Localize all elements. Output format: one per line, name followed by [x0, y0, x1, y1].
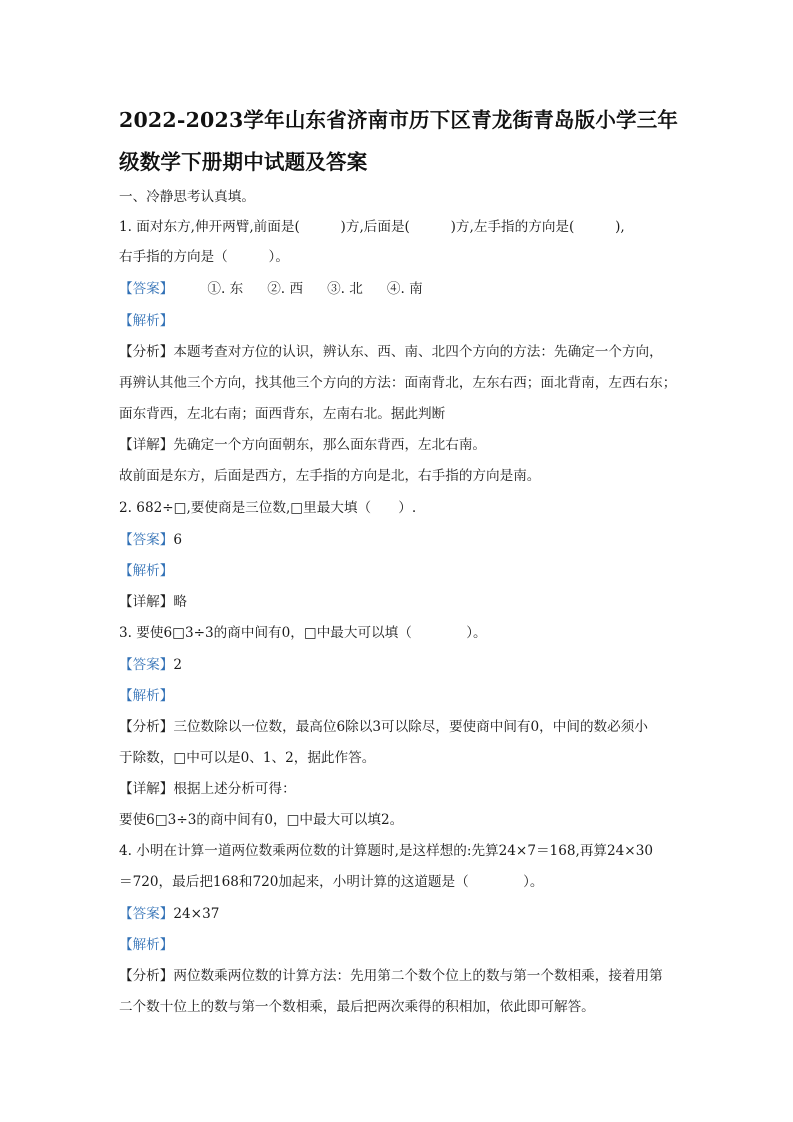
q3-xiangjie-line-1 — [119, 780, 296, 798]
q1-option-4: ④. 南 — [386, 281, 423, 297]
xiangjie-tag: 【详解】 — [119, 781, 174, 797]
q3-fenxi-text-1: 三位数除以一位数，最高位6除以3可以除尽，要使商中间有0，中间的数必须小 — [173, 719, 648, 735]
q4-fenxi-line-1 — [119, 967, 663, 985]
fenxi-tag: 【分析】 — [119, 719, 174, 735]
analysis-tag: 【解析】 — [119, 563, 174, 579]
fenxi-tag: 【分析】 — [119, 968, 174, 984]
q1-analysis-tag — [119, 312, 173, 330]
answer-tag: 【答案】 — [119, 657, 174, 673]
q2-answer — [119, 531, 182, 549]
q1-fenxi-line-3: 面东背西，左北右南；面西背东，左南右北。据此判断 — [119, 406, 446, 422]
xiangjie-tag: 【详解】 — [119, 594, 174, 610]
q2-xiangjie — [119, 593, 187, 611]
q3-xiangjie-text-1: 根据上述分析可得： — [173, 781, 296, 797]
q4-answer-value: 24×37 — [173, 906, 220, 922]
q3-analysis-tag — [119, 687, 173, 705]
q2-analysis-tag — [119, 562, 173, 580]
q1-option-1: ①. 东 — [207, 281, 244, 297]
q3-answer — [119, 656, 182, 674]
xiangjie-tag: 【详解】 — [119, 437, 174, 453]
q3-text-line-1: 3. 要使6□3÷3的商中间有0，□中最大可以填（ ）。 — [119, 625, 487, 641]
q4-fenxi-text-1: 两位数乘两位数的计算方法：先用第二个数个位上的数与第一个数相乘，接着用第 — [173, 968, 663, 984]
answer-tag: 【答案】 — [119, 532, 174, 548]
section-heading: 一、冷静思考认真填。 — [119, 189, 255, 205]
q1-option-2: ②. 西 — [267, 281, 304, 297]
q1-xiangjie-line-2: 故前面是东方，后面是西方，左手指的方向是北，右手指的方向是南。 — [119, 468, 541, 484]
analysis-tag: 【解析】 — [119, 937, 174, 953]
q1-fenxi-line-2: 再辨认其他三个方向，找其他三个方向的方法：面南背北，左东右西；面北背南，左西右东； — [119, 375, 677, 391]
q1-option-3: ③. 北 — [327, 281, 363, 297]
q1-text-line-1: 1. 面对东方,伸开两臂,前面是( )方,后面是( )方,左手指的方向是( ), — [119, 219, 625, 235]
q3-fenxi-line-2: 于除数，□中可以是0、1、2，据此作答。 — [119, 750, 376, 766]
document-title-line-1: 2022-2023学年山东省济南市历下区青龙街青岛版小学三年 — [119, 108, 679, 132]
answer-tag: 【答案】 — [119, 281, 174, 297]
q1-xiangjie-text-1: 先确定一个方向面朝东，那么面东背西，左北右南。 — [173, 437, 487, 453]
document-title-line-2: 级数学下册期中试题及答案 — [119, 150, 368, 174]
q2-text-line-1: 2. 682÷□,要使商是三位数,□里最大填（ ）. — [119, 500, 417, 516]
q4-answer — [119, 905, 219, 923]
q1-answer — [119, 280, 423, 298]
analysis-tag: 【解析】 — [119, 313, 174, 329]
q4-fenxi-line-2: 二个数十位上的数与第一个数相乘，最后把两次乘得的积相加，依此即可解答。 — [119, 999, 595, 1015]
analysis-tag: 【解析】 — [119, 688, 174, 704]
q1-fenxi-text-1: 本题考查对方位的认识，辨认东、西、南、北四个方向的方法：先确定一个方向， — [173, 344, 663, 360]
q4-text-line-2: ＝720，最后把168和720加起来，小明计算的这道题是（ ）。 — [119, 874, 544, 890]
q3-xiangjie-line-2: 要使6□3÷3的商中间有0，□中最大可以填2。 — [119, 812, 404, 828]
q3-answer-value: 2 — [173, 657, 183, 673]
q3-fenxi-line-1 — [119, 718, 648, 736]
q2-answer-value: 6 — [173, 532, 183, 548]
q1-fenxi-line-1 — [119, 343, 663, 361]
q2-xiangjie-text: 略 — [173, 594, 187, 610]
q1-text-line-2: 右手指的方向是（ ）。 — [119, 249, 289, 265]
q1-xiangjie-line-1 — [119, 436, 486, 454]
q4-text-line-1: 4. 小明在计算一道两位数乘两位数的计算题时,是这样想的:先算24×7＝168,再算24×30 — [119, 843, 653, 859]
fenxi-tag: 【分析】 — [119, 344, 174, 360]
q4-analysis-tag — [119, 936, 173, 954]
answer-tag: 【答案】 — [119, 906, 174, 922]
